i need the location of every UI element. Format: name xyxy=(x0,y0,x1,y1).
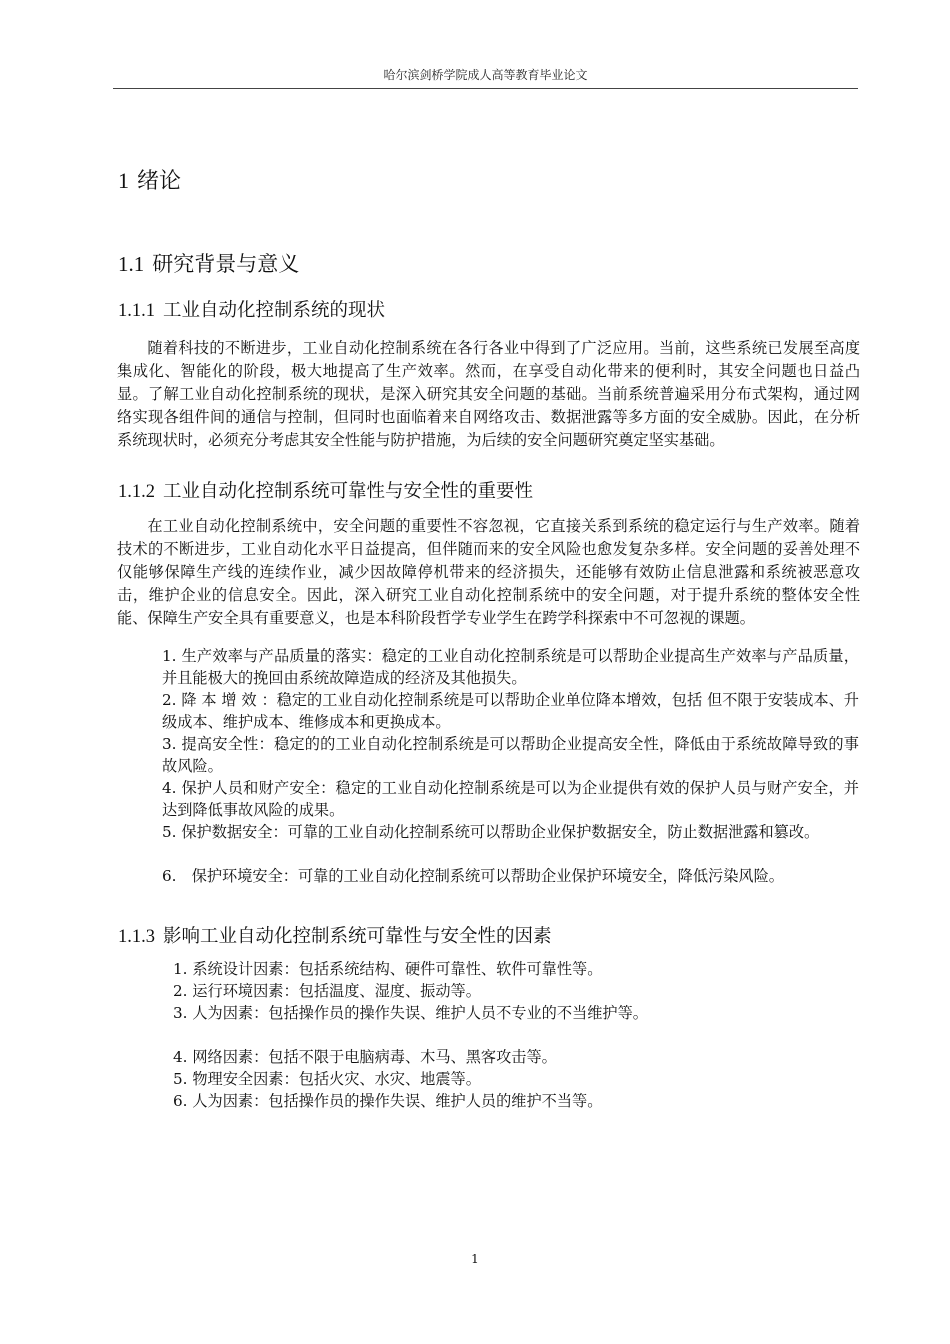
list-item: 1. 生产效率与产品质量的落实：稳定的工业自动化控制系统是可以帮助企业提高生产效率与产品质量，并且能极大的挽回由系统故障造成的经济及其他损失。 xyxy=(162,647,859,687)
list-item: 3. 提高安全性：稳定的的工业自动化控制系统是可以帮助企业提高安全性，降低由于系统故障导致的事故风险。 xyxy=(162,735,859,775)
subsection-number: 1.1.3 xyxy=(118,927,155,947)
paragraph-importance: 在工业自动化控制系统中，安全问题的重要性不容忽视，它直接关系到系统的稳定运行与生产效率。随着技术的不断进步，工业自动化水平日益提高，但伴随而来的安全风险也愈发复杂多样。安全问题的妥善处理不仅能够保障生产线的连续作业，减少因故障停机带来的经济损失，还能够有效防止信息泄露和系统被恶意攻击，维护企业的信息安全。因此，深入研究工业自动化控制系统中的安全问题，对于提升系统的整体安全性能、保障生产安全具有重要意义，也是本科阶段哲学专业学生在跨学科探索中不可忽视的课题。 xyxy=(117,517,860,627)
subsection-heading-3 xyxy=(118,922,552,948)
subsection-title: 工业自动化控制系统可靠性与安全性的重要性 xyxy=(163,481,534,502)
chapter-heading xyxy=(118,164,181,195)
list-item: 5. 保护数据安全：可靠的工业自动化控制系统可以帮助企业保护数据安全，防止数据泄露和篡改。 xyxy=(162,823,820,841)
list-item: 2. 运行环境因素：包括温度、湿度、振动等。 xyxy=(173,982,481,1000)
list-item: 6. 保护环境安全：可靠的工业自动化控制系统可以帮助企业保护环境安全，降低污染风险。 xyxy=(162,867,784,885)
chapter-title: 绪论 xyxy=(137,169,182,194)
list-item: 6. 人为因素：包括操作员的操作失误、维护人员的维护不当等。 xyxy=(173,1092,603,1110)
subsection-heading-2 xyxy=(118,477,533,503)
section-number: 1.1 xyxy=(118,252,145,276)
list-item: 3. 人为因素：包括操作员的操作失误、维护人员不专业的不当维护等。 xyxy=(173,1004,648,1022)
list-item: 2. 降 本 增 效 ：稳定的工业自动化控制系统是可以帮助企业单位降本增效，包括 但不限于安装成本、升级成本、维护成本、维修成本和更换成本。 xyxy=(162,691,859,731)
list-item: 4. 保护人员和财产安全：稳定的工业自动化控制系统是可以为企业提供有效的保护人员与财产安全，并达到降低事故风险的成果。 xyxy=(162,779,859,819)
list-item: 5. 物理安全因素：包括火灾、水灾、地震等。 xyxy=(173,1070,481,1088)
subsection-number: 1.1.1 xyxy=(118,301,155,321)
header-rule xyxy=(113,88,858,89)
list-item: 4. 网络因素：包括不限于电脑病毒、木马、黑客攻击等。 xyxy=(173,1048,557,1066)
paragraph-current-status: 随着科技的不断进步，工业自动化控制系统在各行各业中得到了广泛应用。当前，这些系统已发展至高度集成化、智能化的阶段，极大地提高了生产效率。然而，在享受自动化带来的便利时，其安全问题也日益凸显。了解工业自动化控制系统的现状，是深入研究其安全问题的基础。当前系统普遍采用分布式架构，通过网络实现各组件间的通信与控制，但同时也面临着来自网络攻击、数据泄露等多方面的安全威胁。因此，在分析系统现状时，必须充分考虑其安全性能与防护措施，为后续的安全问题研究奠定坚实基础。 xyxy=(117,339,860,449)
section-title: 研究背景与意义 xyxy=(152,252,300,276)
list-item: 1. 系统设计因素：包括系统结构、硬件可靠性、软件可靠性等。 xyxy=(173,960,603,978)
subsection-heading-1 xyxy=(118,296,385,322)
subsection-number: 1.1.2 xyxy=(118,482,155,502)
chapter-number: 1 xyxy=(118,168,129,193)
subsection-title: 工业自动化控制系统的现状 xyxy=(163,300,386,321)
page-number: 1 xyxy=(471,1252,479,1266)
running-header: 哈尔滨剑桥学院成人高等教育毕业论文 xyxy=(383,68,588,82)
subsection-title: 影响工业自动化控制系统可靠性与安全性的因素 xyxy=(163,926,552,947)
section-heading xyxy=(118,248,299,278)
